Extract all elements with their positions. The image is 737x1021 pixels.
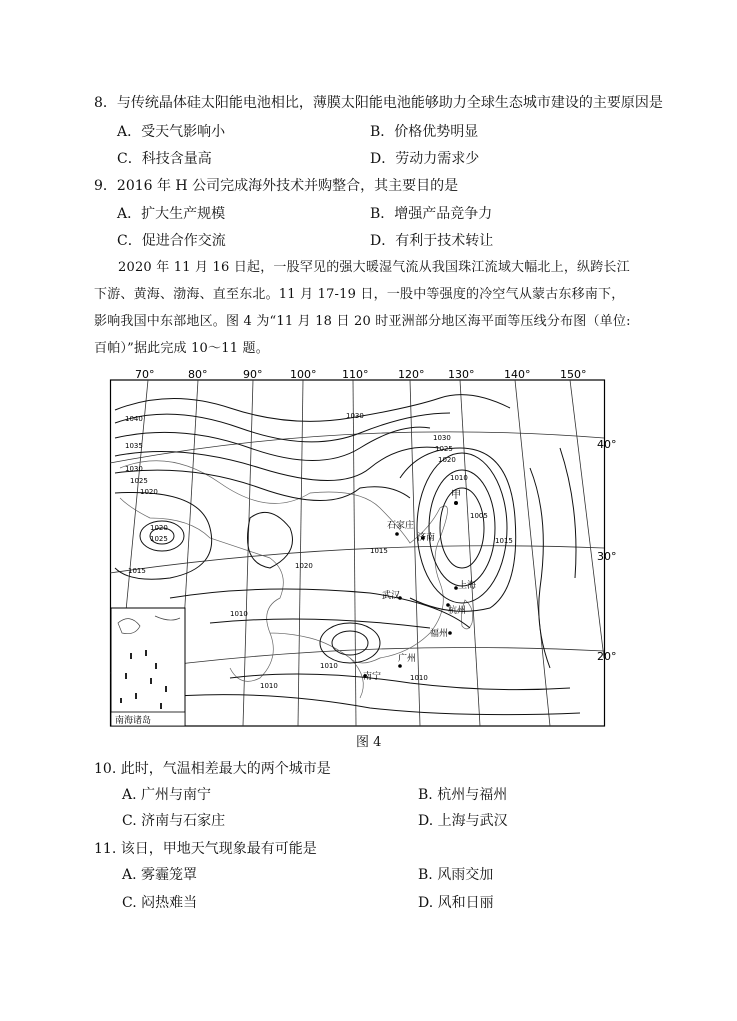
lon-label: 150° [560,368,587,381]
q11-option-b: B. 风雨交加 [418,867,494,883]
isobar-label: 1020 [438,456,456,464]
isobar-label: 1030 [346,412,364,420]
q8-option-b: B．价格优势明显 [370,124,479,140]
isobar-label: 1030 [433,434,451,442]
city-wuhan: 武汉 [382,591,401,601]
passage-line-3: 影响我国中东部地区。图 4 为“11 月 18 日 20 时亚洲部分地区海平面等压线分布图（单位: [94,314,631,329]
q9-option-b: B．增强产品竞争力 [370,206,493,222]
lon-label: 140° [504,368,531,381]
city-jinan: 济南 [417,533,436,543]
q10-option-b: B. 杭州与福州 [418,787,508,803]
q11-stem: 11. 该日，甲地天气现象最有可能是 [94,841,317,857]
isobar-label: 1025 [435,445,453,453]
q9-option-d: D．有利于技术转让 [370,233,494,249]
q9-option-a: A．扩大生产规模 [117,206,226,222]
city-shijiazhuang: 石家庄 [387,521,415,531]
city-guangzhou: 广州 [398,654,417,664]
longitude-labels [135,368,587,381]
city-dot [454,501,458,505]
lon-label: 90° [243,368,263,381]
q8-option-c: C．科技含量高 [117,151,212,167]
lat-label: 30° [597,550,617,563]
isobar-label: 1025 [130,477,148,485]
isobar-label: 1020 [140,488,158,496]
isobar-map [110,368,617,728]
city-fuzhou: 福州 [430,629,449,639]
city-dot [448,631,452,635]
lon-label: 130° [448,368,475,381]
isobar-label: 1015 [495,537,513,545]
figure-caption: 图 4 [356,735,382,750]
q9-option-c: C．促进合作交流 [117,233,226,249]
isobar-label: 1020 [295,562,313,570]
q10-option-c: C. 济南与石家庄 [122,813,226,829]
city-dot [398,664,402,668]
isobar-label: 1010 [230,610,248,618]
q10-option-a: A. 广州与南宁 [122,787,212,803]
lat-label: 20° [597,650,617,663]
isobar-label: 1030 [125,465,143,473]
isobar-label: 1040 [125,415,143,423]
q10-option-d: D. 上海与武汉 [418,813,508,829]
lon-label: 110° [342,368,369,381]
q8-stem: 8．与传统晶体硅太阳能电池相比，薄膜太阳能电池能够助力全球生态城市建设的主要原因是 [94,95,663,111]
city-dot [395,532,399,536]
q11-option-c: C. 闷热难当 [122,895,198,911]
inset-label: 南海诸岛 [115,716,152,726]
lon-label: 100° [290,368,317,381]
isobar-label: 1010 [320,662,338,670]
isobar-label: 1025 [150,535,168,543]
q10-stem: 10. 此时，气温相差最大的两个城市是 [94,761,331,777]
south-china-sea-inset [111,608,185,726]
isobar-label: 1015 [128,567,146,575]
isobar-label: 1035 [125,442,143,450]
isobar-label: 1010 [410,674,428,682]
q8-option-d: D．劳动力需求少 [370,151,480,167]
city-nanning: 南宁 [363,672,382,682]
q8-option-a: A．受天气影响小 [117,124,226,140]
q9-stem: 9．2016 年 H 公司完成海外技术并购整合，其主要目的是 [94,178,459,194]
passage-line-4: 百帕）”据此完成 10～11 题。 [94,341,269,356]
isobar-label: 1010 [260,682,278,690]
isobar-label: 1020 [150,524,168,532]
q11-option-a: A. 雾霾笼罩 [122,867,198,883]
q11-option-d: D. 风和日丽 [418,895,494,911]
isobar-label: 1010 [450,474,468,482]
lat-label: 40° [597,438,617,451]
isobar-label: 1015 [370,547,388,555]
city-jia: 甲 [451,490,461,501]
isobar-label: 1005 [470,512,488,520]
lon-label: 70° [135,368,155,381]
lon-label: 120° [398,368,425,381]
passage-line-1: 2020 年 11 月 16 日起，一股罕见的强大暖湿气流从我国珠江流域大幅北上，纵跨长江 [118,260,630,275]
city-hangzhou: 杭州 [448,606,467,616]
passage-line-2: 下游、黄海、渤海、直至东北。11 月 17-19 日，一股中等强度的冷空气从蒙古东移南下， [94,287,625,302]
city-shanghai: 上海 [458,581,477,591]
lon-label: 80° [188,368,208,381]
